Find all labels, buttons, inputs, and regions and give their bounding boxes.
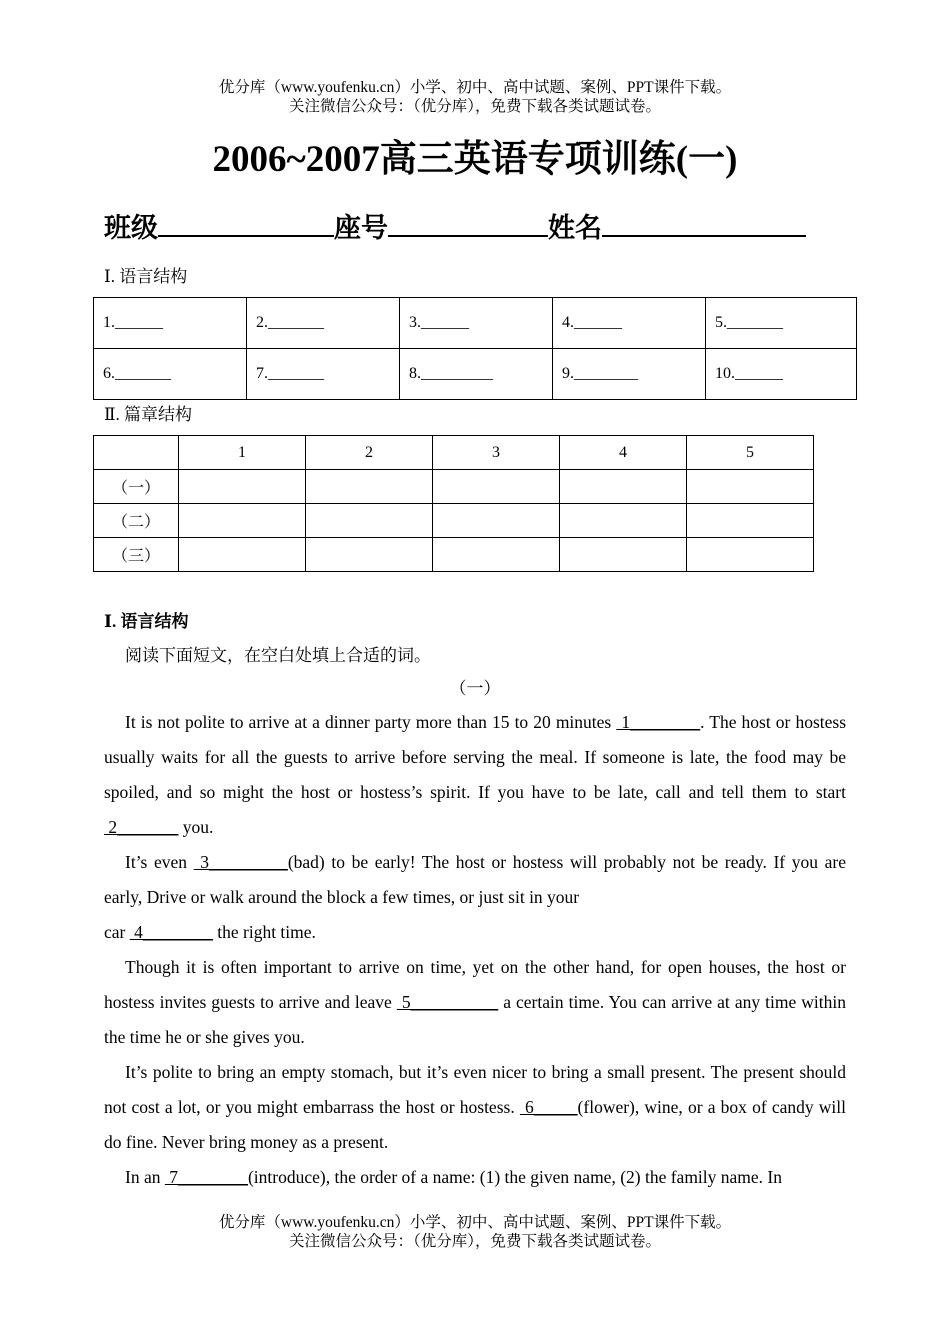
grid-corner	[94, 436, 179, 470]
answer-cell: 3.______	[400, 298, 553, 349]
answer-cell: 1.______	[94, 298, 247, 349]
grid-col-header: 5	[687, 436, 814, 470]
grid-cell	[433, 538, 560, 572]
grid-row	[94, 470, 814, 504]
blank-7: 7________	[164, 1167, 248, 1187]
grid-cell	[560, 504, 687, 538]
answer-table-2	[93, 435, 814, 572]
grid-cell	[687, 504, 814, 538]
passage-body	[104, 705, 846, 1195]
grid-cell	[433, 504, 560, 538]
paragraph-2-cont	[104, 915, 846, 950]
text: Though it is often important to arrive on time, yet on the other hand, for open houses, the host or hostess invites guests to arrive and leave	[104, 957, 846, 1012]
section2-label: Ⅱ. 篇章结构	[104, 405, 193, 424]
grid-cell	[179, 538, 306, 572]
paragraph-5	[104, 1160, 846, 1195]
text: (flower), wine, or a box of candy will do fine. Never bring money as a present.	[104, 1097, 847, 1152]
class-blank	[158, 209, 334, 237]
text: . The host or hostess usually waits for all the guests to arrive before serving the meal. If someone is late, the food may be spoiled, and so might the host or hostess’s spirit. If you have to be late, call and tell them to start	[104, 712, 847, 802]
grid-cell	[560, 538, 687, 572]
paragraph-2	[104, 845, 846, 915]
paragraph-1	[104, 705, 846, 845]
answer-cell: 6._______	[94, 349, 247, 400]
header-line-1: 优分库（www.youfenku.cn）小学、初中、高中试题、案例、PPT课件下载。	[218, 79, 732, 96]
answer-cell: 8._________	[400, 349, 553, 400]
grid-cell	[687, 538, 814, 572]
answer-cell: 9.________	[553, 349, 706, 400]
grid-row	[94, 504, 814, 538]
grid-cell	[179, 470, 306, 504]
blank-2: 2_______	[104, 817, 179, 837]
grid-cell	[306, 470, 433, 504]
grid-cell	[433, 470, 560, 504]
paragraph-3	[104, 950, 846, 1055]
blank-3: 3_________	[193, 852, 288, 872]
page-title: 2006~2007高三英语专项训练(一)	[212, 139, 738, 180]
grid-cell	[687, 470, 814, 504]
class-info-line	[104, 208, 806, 248]
class-label: 班级	[104, 213, 158, 243]
grid-cell	[306, 504, 433, 538]
answer-cell: 5._______	[706, 298, 857, 349]
grid-col-header: 3	[433, 436, 560, 470]
grid-col-header: 2	[306, 436, 433, 470]
name-label: 姓名	[548, 213, 602, 243]
text: It is not polite to arrive at a dinner party more than 15 to 20 minutes	[125, 712, 617, 732]
grid-row-header: （一）	[94, 470, 179, 504]
grid-row-header: （二）	[94, 504, 179, 538]
blank-5: 5__________	[396, 992, 499, 1012]
answer-table-1	[93, 297, 857, 400]
text: In an	[125, 1167, 165, 1187]
answer-cell: 7._______	[247, 349, 400, 400]
body-heading: Ⅰ. 语言结构	[104, 612, 189, 631]
grid-cell	[306, 538, 433, 572]
answer-row	[94, 349, 857, 400]
section1-label: Ⅰ. 语言结构	[104, 267, 188, 286]
paragraph-4	[104, 1055, 846, 1160]
blank-6: 6_____	[519, 1097, 578, 1117]
body-instruction: 阅读下面短文，在空白处填上合适的词。	[125, 646, 431, 665]
grid-cell	[179, 504, 306, 538]
blank-4: 4________	[129, 922, 213, 942]
text: you.	[178, 817, 214, 837]
blank-1: 1________	[616, 712, 701, 732]
passage-label: （一）	[449, 679, 501, 698]
seat-blank	[388, 209, 548, 237]
text: It’s polite to bring an empty stomach, but it’s even nicer to bring a small present. The present should not cost a lot, or you might embarrass the host or hostess.	[104, 1062, 846, 1117]
answer-cell: 4.______	[553, 298, 706, 349]
grid-col-header: 4	[560, 436, 687, 470]
grid-cell	[560, 470, 687, 504]
answer-cell: 10.______	[706, 349, 857, 400]
footer-line-2: 关注微信公众号：（优分库），免费下载各类试题试卷。	[288, 1233, 661, 1250]
text: a certain time. You can arrive at any time within the time he or she gives you.	[104, 992, 846, 1047]
text: the right time.	[212, 922, 316, 942]
footer-line-1: 优分库（www.youfenku.cn）小学、初中、高中试题、案例、PPT课件下载。	[218, 1214, 732, 1231]
text: (introduce), the order of a name: (1) the given name, (2) the family name. In	[247, 1167, 783, 1187]
answer-cell: 2._______	[247, 298, 400, 349]
grid-col-header: 1	[179, 436, 306, 470]
grid-row-header: （三）	[94, 538, 179, 572]
grid-header-row	[94, 436, 814, 470]
grid-row	[94, 538, 814, 572]
answer-row	[94, 298, 857, 349]
text: It’s even	[125, 852, 194, 872]
seat-label: 座号	[334, 213, 388, 243]
name-blank	[602, 209, 806, 237]
text: car	[104, 922, 130, 942]
text: (bad) to be early! The host or hostess will probably not be ready. If you are early, Drive or walk around the block a few times, or just sit in your	[104, 852, 847, 907]
header-line-2: 关注微信公众号：（优分库），免费下载各类试题试卷。	[288, 98, 661, 115]
